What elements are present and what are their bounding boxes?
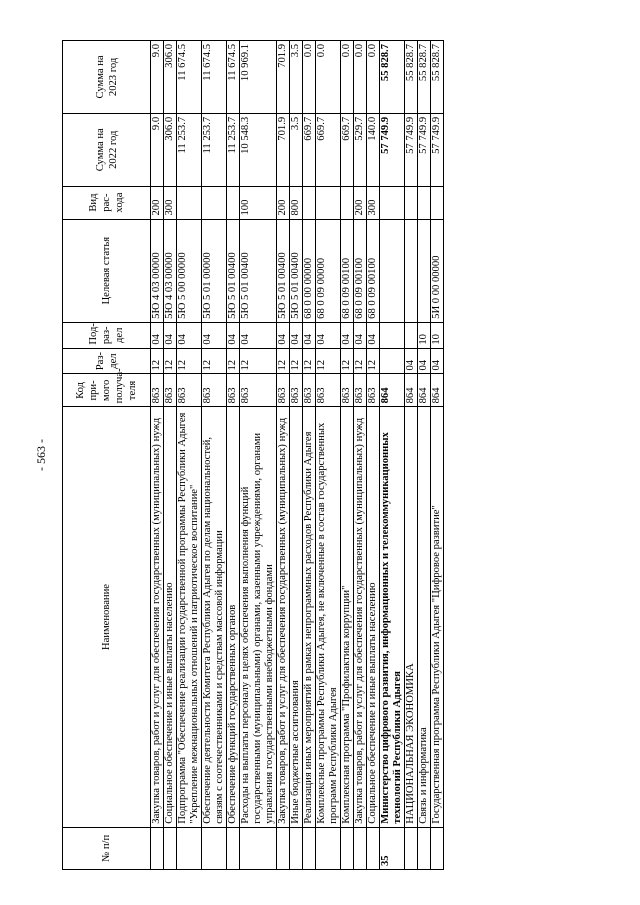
cell-vr: 200 xyxy=(151,186,164,219)
table-row xyxy=(367,41,380,870)
cell-sum2023: 11 674.5 xyxy=(177,41,202,114)
table-row xyxy=(380,41,405,870)
table-row xyxy=(354,41,367,870)
cell-code: 863 xyxy=(202,374,227,407)
cell-podrazdel: 04 xyxy=(316,322,341,348)
cell-code: 863 xyxy=(341,374,354,407)
cell-sum2023: 55 828.7 xyxy=(380,41,405,114)
cell-podrazdel: 10 xyxy=(418,322,431,348)
header-name: Наименование xyxy=(63,407,151,827)
cell-razdel: 12 xyxy=(316,348,341,374)
cell-razdel: 04 xyxy=(418,348,431,374)
cell-num xyxy=(405,827,418,869)
cell-razdel: 04 xyxy=(431,348,444,374)
cell-sum2022: 11 253.7 xyxy=(177,113,202,186)
cell-vr: 300 xyxy=(164,186,177,219)
table-row xyxy=(418,41,431,870)
cell-cs: 68 0 00 00000 xyxy=(303,219,316,322)
cell-name: Связь и информатика xyxy=(418,407,431,827)
table-row xyxy=(341,41,354,870)
table-row xyxy=(240,41,277,870)
cell-vr xyxy=(431,186,444,219)
header-num: № п/п xyxy=(63,827,151,869)
cell-name: Государственная программа Республики Адыгея "Цифровое развитие" xyxy=(431,407,444,827)
cell-sum2022: 669.7 xyxy=(316,113,341,186)
cell-razdel: 12 xyxy=(240,348,277,374)
cell-podrazdel: 04 xyxy=(151,322,164,348)
cell-razdel: 12 xyxy=(164,348,177,374)
cell-name: Закупка товаров, работ и услуг для обеспечения государственных (муниципальных) нужд xyxy=(151,407,164,827)
cell-num xyxy=(277,827,290,869)
cell-code: 863 xyxy=(354,374,367,407)
cell-cs: 5Ю 5 01 00400 xyxy=(227,219,240,322)
cell-sum2023: 10 969.1 xyxy=(240,41,277,114)
cell-code: 863 xyxy=(164,374,177,407)
cell-sum2023: 0.0 xyxy=(316,41,341,114)
cell-code: 863 xyxy=(177,374,202,407)
cell-vr: 800 xyxy=(290,186,303,219)
cell-code: 864 xyxy=(405,374,418,407)
cell-podrazdel: 04 xyxy=(164,322,177,348)
cell-vr xyxy=(202,186,227,219)
cell-num: 35 xyxy=(380,827,405,869)
cell-podrazdel: 04 xyxy=(227,322,240,348)
table-row xyxy=(202,41,227,870)
cell-num xyxy=(227,827,240,869)
cell-code: 863 xyxy=(290,374,303,407)
table-header-row xyxy=(63,41,151,870)
cell-sum2023: 0.0 xyxy=(303,41,316,114)
cell-cs xyxy=(380,219,405,322)
cell-razdel: 12 xyxy=(151,348,164,374)
cell-razdel: 12 xyxy=(227,348,240,374)
cell-num xyxy=(418,827,431,869)
cell-code: 863 xyxy=(303,374,316,407)
budget-table xyxy=(62,40,444,870)
cell-podrazdel: 04 xyxy=(277,322,290,348)
cell-vr xyxy=(303,186,316,219)
cell-vr xyxy=(227,186,240,219)
cell-razdel: 12 xyxy=(277,348,290,374)
cell-num xyxy=(240,827,277,869)
cell-name: Иные бюджетные ассигнования xyxy=(290,407,303,827)
header-podrazdel: Под-раз-дел xyxy=(63,322,151,348)
cell-code: 863 xyxy=(277,374,290,407)
cell-razdel: 12 xyxy=(341,348,354,374)
cell-vr: 200 xyxy=(277,186,290,219)
table-row xyxy=(290,41,303,870)
cell-sum2022: 529.7 xyxy=(354,113,367,186)
cell-code: 863 xyxy=(240,374,277,407)
cell-name: Комплексная программа "Профилактика коррупции" xyxy=(341,407,354,827)
cell-cs: 5Ю 4 03 00000 xyxy=(151,219,164,322)
cell-razdel: 12 xyxy=(354,348,367,374)
cell-podrazdel xyxy=(380,322,405,348)
cell-name: Закупка товаров, работ и услуг для обеспечения государственных (муниципальных) нужд xyxy=(277,407,290,827)
cell-cs: 5Ю 4 03 00000 xyxy=(164,219,177,322)
header-sum2022: Сумма на 2022 год xyxy=(63,113,151,186)
cell-sum2022: 57 749.9 xyxy=(431,113,444,186)
rotated-page xyxy=(34,40,582,870)
cell-sum2022: 669.7 xyxy=(341,113,354,186)
cell-num xyxy=(202,827,227,869)
cell-sum2023: 701.9 xyxy=(277,41,290,114)
cell-name: Обеспечение деятельности Комитета Республики Адыгея по делам национальностей, связям с соотечественниками и средствам массовой информации xyxy=(202,407,227,827)
cell-num xyxy=(431,827,444,869)
cell-sum2022: 57 749.9 xyxy=(380,113,405,186)
cell-vr xyxy=(418,186,431,219)
cell-vr xyxy=(177,186,202,219)
cell-podrazdel: 04 xyxy=(202,322,227,348)
cell-name: Социальное обеспечение и иные выплаты населению xyxy=(164,407,177,827)
cell-podrazdel xyxy=(405,322,418,348)
cell-sum2022: 9.0 xyxy=(151,113,164,186)
cell-vr xyxy=(380,186,405,219)
cell-vr: 300 xyxy=(367,186,380,219)
cell-razdel: 12 xyxy=(177,348,202,374)
cell-podrazdel: 04 xyxy=(367,322,380,348)
table-row xyxy=(277,41,290,870)
cell-sum2022: 57 749.9 xyxy=(405,113,418,186)
cell-code: 864 xyxy=(431,374,444,407)
cell-cs xyxy=(405,219,418,322)
table-row xyxy=(177,41,202,870)
cell-razdel: 12 xyxy=(303,348,316,374)
cell-sum2022: 11 253.7 xyxy=(227,113,240,186)
cell-name: Комплексные программы Республики Адыгея, не включенные в состав государственных программ Республики Адыгея xyxy=(316,407,341,827)
header-code: Код при-мого получа-теля xyxy=(63,374,151,407)
page-number: - 563 - xyxy=(34,439,48,471)
table-row xyxy=(303,41,316,870)
cell-razdel: 04 xyxy=(405,348,418,374)
cell-code: 864 xyxy=(380,374,405,407)
cell-vr: 200 xyxy=(354,186,367,219)
table-body xyxy=(151,41,444,870)
header-sum2023: Сумма на 2023 год xyxy=(63,41,151,114)
header-razdel: Раз-дел xyxy=(63,348,151,374)
cell-cs: 5Ю 5 00 00000 xyxy=(177,219,202,322)
table-row xyxy=(227,41,240,870)
cell-name: Расходы на выплаты персоналу в целях обеспечения выполнения функций государственными (муниципальными) органами, казенными учреждениями, органами управления государственными внебюджетными фондами xyxy=(240,407,277,827)
cell-sum2023: 55 828.7 xyxy=(431,41,444,114)
cell-razdel: 12 xyxy=(367,348,380,374)
cell-cs: 68 0 09 00000 xyxy=(316,219,341,322)
cell-sum2022: 3.5 xyxy=(290,113,303,186)
cell-cs: 68 0 09 00100 xyxy=(367,219,380,322)
cell-num xyxy=(177,827,202,869)
cell-sum2022: 57 749.9 xyxy=(418,113,431,186)
cell-cs: 5Ю 5 01 00400 xyxy=(290,219,303,322)
cell-razdel xyxy=(380,348,405,374)
cell-cs: 68 0 09 00100 xyxy=(354,219,367,322)
table-row xyxy=(164,41,177,870)
cell-sum2023: 0.0 xyxy=(341,41,354,114)
cell-podrazdel: 10 xyxy=(431,322,444,348)
cell-podrazdel: 04 xyxy=(240,322,277,348)
cell-num xyxy=(367,827,380,869)
cell-num xyxy=(316,827,341,869)
cell-name: Министерство цифрового развития, информационных и телекоммуникационных технологий Республики Адыгея xyxy=(380,407,405,827)
cell-vr xyxy=(405,186,418,219)
cell-sum2023: 3.5 xyxy=(290,41,303,114)
cell-sum2022: 10 548.3 xyxy=(240,113,277,186)
cell-sum2023: 0.0 xyxy=(367,41,380,114)
cell-num xyxy=(354,827,367,869)
cell-code: 863 xyxy=(316,374,341,407)
cell-cs: 68 0 09 00100 xyxy=(341,219,354,322)
cell-cs xyxy=(418,219,431,322)
cell-sum2022: 701.9 xyxy=(277,113,290,186)
cell-razdel: 12 xyxy=(202,348,227,374)
cell-vr: 100 xyxy=(240,186,277,219)
cell-cs: 5Ю 5 01 00000 xyxy=(202,219,227,322)
cell-code: 864 xyxy=(418,374,431,407)
cell-sum2023: 306.0 xyxy=(164,41,177,114)
cell-vr xyxy=(341,186,354,219)
cell-sum2022: 11 253.7 xyxy=(202,113,227,186)
cell-sum2023: 9.0 xyxy=(151,41,164,114)
table-row xyxy=(151,41,164,870)
cell-cs: 5И 0 00 00000 xyxy=(431,219,444,322)
cell-sum2023: 0.0 xyxy=(354,41,367,114)
cell-name: Реализация иных мероприятий в рамках непрограммных расходов Республики Адыгея xyxy=(303,407,316,827)
cell-vr xyxy=(316,186,341,219)
table-row xyxy=(405,41,418,870)
cell-name: Обеспечение функций государственных органов xyxy=(227,407,240,827)
cell-podrazdel: 04 xyxy=(303,322,316,348)
cell-code: 863 xyxy=(151,374,164,407)
cell-podrazdel: 04 xyxy=(354,322,367,348)
header-cs: Целевая статья xyxy=(63,219,151,322)
header-vr: Вид рас-хода xyxy=(63,186,151,219)
table-row xyxy=(431,41,444,870)
cell-sum2022: 669.7 xyxy=(303,113,316,186)
cell-sum2023: 11 674.5 xyxy=(202,41,227,114)
cell-sum2022: 140.0 xyxy=(367,113,380,186)
cell-code: 863 xyxy=(227,374,240,407)
cell-cs: 5Ю 5 01 00400 xyxy=(277,219,290,322)
cell-sum2023: 55 828.7 xyxy=(405,41,418,114)
cell-num xyxy=(290,827,303,869)
cell-num xyxy=(303,827,316,869)
cell-code: 863 xyxy=(367,374,380,407)
cell-sum2023: 55 828.7 xyxy=(418,41,431,114)
cell-name: НАЦИОНАЛЬНАЯ ЭКОНОМИКА xyxy=(405,407,418,827)
cell-num xyxy=(341,827,354,869)
cell-podrazdel: 04 xyxy=(177,322,202,348)
cell-num xyxy=(151,827,164,869)
cell-sum2023: 11 674.5 xyxy=(227,41,240,114)
cell-podrazdel: 04 xyxy=(341,322,354,348)
cell-sum2022: 306.0 xyxy=(164,113,177,186)
cell-num xyxy=(164,827,177,869)
cell-cs: 5Ю 5 01 00400 xyxy=(240,219,277,322)
cell-razdel: 12 xyxy=(290,348,303,374)
table-row xyxy=(316,41,341,870)
cell-podrazdel: 04 xyxy=(290,322,303,348)
cell-name: Подпрограмма "Обеспечение реализации государственной программы Республики Адыгея "Укрепление межнациональных отношений и патриотическое воспитание" xyxy=(177,407,202,827)
cell-name: Закупка товаров, работ и услуг для обеспечения государственных (муниципальных) нужд xyxy=(354,407,367,827)
cell-name: Социальное обеспечение и иные выплаты населению xyxy=(367,407,380,827)
